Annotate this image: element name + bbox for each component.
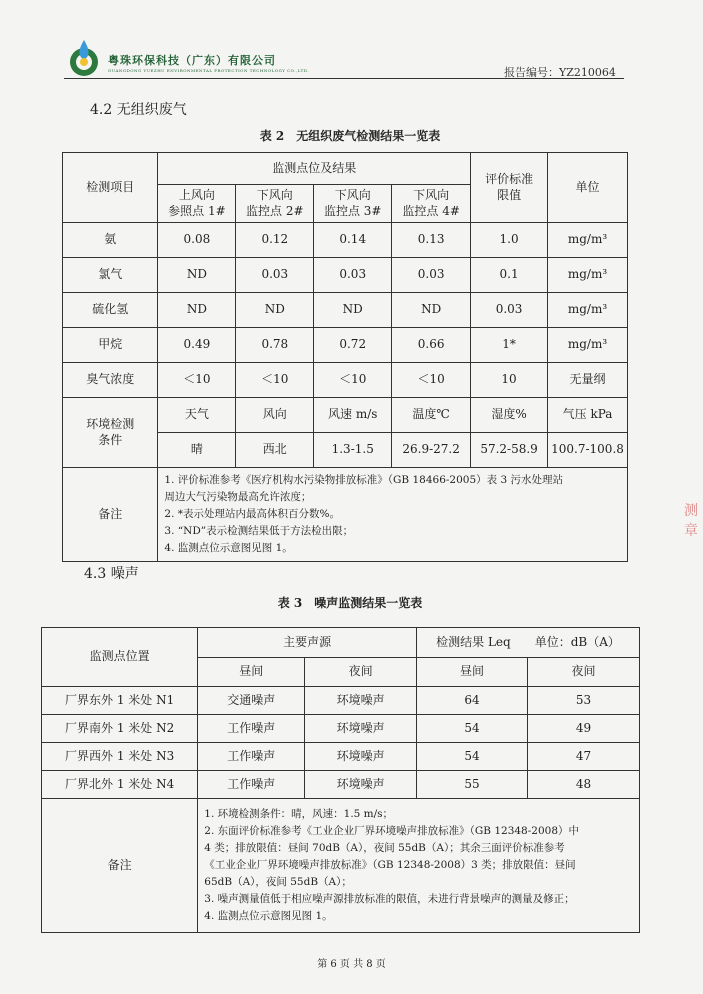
header-limit: 评价标准 限值 bbox=[471, 153, 548, 223]
cell-p3: 0.14 bbox=[314, 223, 392, 258]
remark-notes bbox=[198, 799, 640, 933]
env-weather: 晴 bbox=[158, 433, 236, 468]
cell-limit: 1* bbox=[471, 328, 548, 363]
header-item: 检测项目 bbox=[63, 153, 158, 223]
env-conditions-label: 环境检测 条件 bbox=[63, 398, 158, 468]
note-line: 4. 监测点位示意图见图 1。 bbox=[164, 542, 293, 554]
note-line: 周边大气污染物最高允许浓度； bbox=[164, 491, 312, 503]
cell-location: 厂界南外 1 米处 N2 bbox=[42, 715, 198, 743]
cell-source-night: 环境噪声 bbox=[305, 743, 417, 771]
header-source: 主要声源 bbox=[198, 628, 417, 658]
cell-location: 厂界北外 1 米处 N4 bbox=[42, 771, 198, 799]
table-row bbox=[42, 715, 640, 743]
cell-item: 硫化氢 bbox=[63, 293, 158, 328]
cell-source-night: 环境噪声 bbox=[305, 771, 417, 799]
header-point-2: 下风向 监控点 2# bbox=[236, 185, 314, 223]
cell-p4: 0.13 bbox=[392, 223, 471, 258]
cell-source-day: 工作噪声 bbox=[198, 715, 305, 743]
cell-p2: ND bbox=[236, 293, 314, 328]
cell-source-day: 工作噪声 bbox=[198, 771, 305, 799]
header-point-1: 上风向 参照点 1# bbox=[158, 185, 236, 223]
cell-limit: 10 bbox=[471, 363, 548, 398]
cell-p1: ND bbox=[158, 258, 236, 293]
cell-unit: 无量纲 bbox=[548, 363, 628, 398]
section-heading-4-3: 4.3 噪声 bbox=[84, 566, 139, 582]
cell-result-night: 53 bbox=[527, 687, 639, 715]
header-point-group: 监测点位及结果 bbox=[158, 153, 471, 185]
cell-p3: ＜10 bbox=[314, 363, 392, 398]
note-line: 2. *表示处理站内最高体积百分数%。 bbox=[164, 508, 341, 520]
cell-p2: ＜10 bbox=[236, 363, 314, 398]
cell-p3: ND bbox=[314, 293, 392, 328]
table-row bbox=[42, 743, 640, 771]
cell-unit: mg/m³ bbox=[548, 258, 628, 293]
env-wind-speed: 1.3-1.5 bbox=[314, 433, 392, 468]
header-result-day: 昼间 bbox=[417, 658, 528, 687]
cell-result-day: 55 bbox=[417, 771, 528, 799]
section-heading-4-2: 4.2 无组织废气 bbox=[90, 102, 187, 118]
table-row bbox=[63, 293, 628, 328]
env-humidity: 57.2-58.9 bbox=[471, 433, 548, 468]
noise-table bbox=[41, 627, 640, 933]
cell-result-day: 54 bbox=[417, 743, 528, 771]
cell-p4: ＜10 bbox=[392, 363, 471, 398]
env-wind-dir: 西北 bbox=[236, 433, 314, 468]
table-row bbox=[63, 258, 628, 293]
note-line: 1. 环境检测条件：晴，风速：1.5 m/s； bbox=[204, 808, 394, 820]
cell-limit: 0.1 bbox=[471, 258, 548, 293]
cell-result-night: 47 bbox=[527, 743, 639, 771]
cell-p3: 0.72 bbox=[314, 328, 392, 363]
cell-p4: 0.03 bbox=[392, 258, 471, 293]
note-line: 《工业企业厂界环境噪声排放标准》（GB 12348-2008）3 类；排放限值：昼间 bbox=[204, 859, 576, 871]
note-line: 2. 东面评价标准参考《工业企业厂界环境噪声排放标准》（GB 12348-2008）中 bbox=[204, 825, 579, 837]
table-2-title: 表 2 无组织废气检测结果一览表 bbox=[259, 129, 441, 143]
note-line: 4. 监测点位示意图见图 1。 bbox=[204, 910, 333, 922]
company-name-en: GUANGDONG YUEZHU ENVIRONMENTAL PROTECTION TECHNOLOGY CO.,LTD. bbox=[108, 68, 310, 73]
cell-unit: mg/m³ bbox=[548, 328, 628, 363]
report-number: 报告编号：YZ210064 bbox=[504, 66, 616, 79]
env-pressure: 100.7-100.8 bbox=[548, 433, 628, 468]
cell-item: 氯气 bbox=[63, 258, 158, 293]
company-logo-icon bbox=[66, 38, 102, 78]
header-point-3: 下风向 监控点 3# bbox=[314, 185, 392, 223]
header-unit: 单位 bbox=[548, 153, 628, 223]
table-row bbox=[42, 771, 640, 799]
env-header-temp: 温度℃ bbox=[392, 398, 471, 433]
remark-notes bbox=[158, 468, 628, 562]
remark-label: 备注 bbox=[42, 799, 198, 933]
cell-unit: mg/m³ bbox=[548, 293, 628, 328]
env-temp: 26.9-27.2 bbox=[392, 433, 471, 468]
cell-p1: ＜10 bbox=[158, 363, 236, 398]
table-row bbox=[42, 687, 640, 715]
table-row bbox=[63, 363, 628, 398]
table-3-title: 表 3 噪声监测结果一览表 bbox=[277, 596, 423, 610]
cell-p1: ND bbox=[158, 293, 236, 328]
remark-label: 备注 bbox=[63, 468, 158, 562]
stamp-fragment: 章 bbox=[684, 523, 698, 539]
cell-result-night: 48 bbox=[527, 771, 639, 799]
cell-result-day: 64 bbox=[417, 687, 528, 715]
cell-p4: ND bbox=[392, 293, 471, 328]
header-source-day: 昼间 bbox=[198, 658, 305, 687]
header-point-4: 下风向 监控点 4# bbox=[392, 185, 471, 223]
cell-p2: 0.03 bbox=[236, 258, 314, 293]
note-line: 3. 噪声测量值低于相应噪声源排放标准的限值，未进行背景噪声的测量及修正； bbox=[204, 893, 575, 905]
stamp-fragment: 测 bbox=[684, 503, 698, 519]
table-row bbox=[63, 328, 628, 363]
cell-item: 臭气浓度 bbox=[63, 363, 158, 398]
cell-p1: 0.08 bbox=[158, 223, 236, 258]
env-header-wind-speed: 风速 m/s bbox=[314, 398, 392, 433]
cell-location: 厂界东外 1 米处 N1 bbox=[42, 687, 198, 715]
cell-p4: 0.66 bbox=[392, 328, 471, 363]
cell-unit: mg/m³ bbox=[548, 223, 628, 258]
note-line: 65dB（A），夜间 55dB（A）； bbox=[204, 876, 352, 888]
table-row bbox=[63, 223, 628, 258]
env-header-humidity: 湿度% bbox=[471, 398, 548, 433]
note-line: 1. 评价标准参考《医疗机构水污染物排放标准》（GB 18466-2005）表 3 污水处理站 bbox=[164, 474, 563, 486]
cell-item: 甲烷 bbox=[63, 328, 158, 363]
cell-p1: 0.49 bbox=[158, 328, 236, 363]
cell-limit: 0.03 bbox=[471, 293, 548, 328]
cell-source-night: 环境噪声 bbox=[305, 715, 417, 743]
cell-source-day: 工作噪声 bbox=[198, 743, 305, 771]
header-source-night: 夜间 bbox=[305, 658, 417, 687]
header-result-night: 夜间 bbox=[527, 658, 639, 687]
note-line: 3. “ND”表示检测结果低于方法检出限； bbox=[164, 525, 354, 537]
header-location: 监测点位置 bbox=[42, 628, 198, 687]
cell-p2: 0.78 bbox=[236, 328, 314, 363]
header-result: 检测结果 Leq 单位：dB（A） bbox=[417, 628, 640, 658]
cell-p2: 0.12 bbox=[236, 223, 314, 258]
env-header-wind-dir: 风向 bbox=[236, 398, 314, 433]
exhaust-gas-table bbox=[62, 152, 628, 562]
cell-item: 氨 bbox=[63, 223, 158, 258]
cell-result-night: 49 bbox=[527, 715, 639, 743]
cell-result-day: 54 bbox=[417, 715, 528, 743]
cell-source-night: 环境噪声 bbox=[305, 687, 417, 715]
cell-location: 厂界西外 1 米处 N3 bbox=[42, 743, 198, 771]
header-divider bbox=[64, 78, 624, 79]
page-footer: 第 6 页 共 8 页 bbox=[317, 959, 386, 970]
cell-p3: 0.03 bbox=[314, 258, 392, 293]
company-name: 粤珠环保科技（广东）有限公司 bbox=[108, 54, 276, 67]
env-header-pressure: 气压 kPa bbox=[548, 398, 628, 433]
cell-limit: 1.0 bbox=[471, 223, 548, 258]
env-header-weather: 天气 bbox=[158, 398, 236, 433]
note-line: 4 类；排放限值：昼间 70dB（A），夜间 55dB（A）；其余三面评价标准参考 bbox=[204, 842, 565, 854]
cell-source-day: 交通噪声 bbox=[198, 687, 305, 715]
